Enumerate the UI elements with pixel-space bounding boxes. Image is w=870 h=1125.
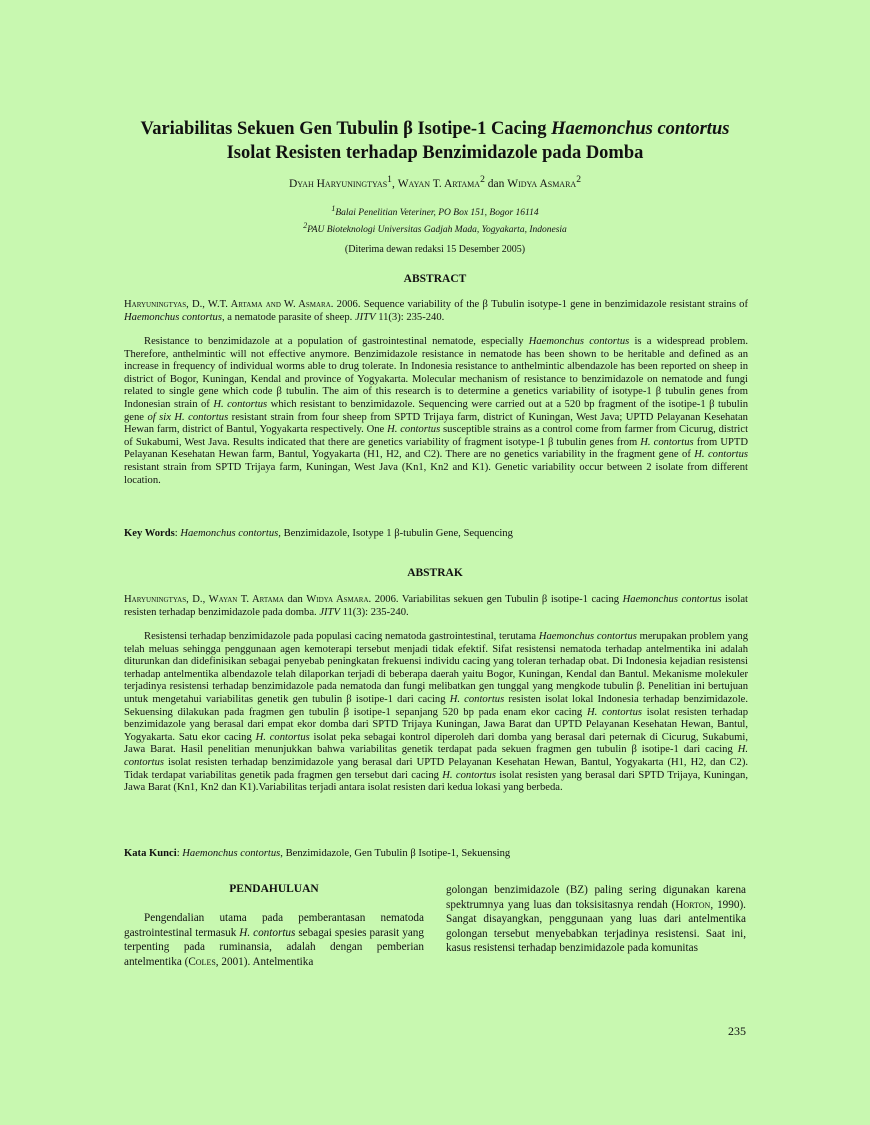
kata-kunci-label: Kata Kunci <box>124 848 177 859</box>
keywords-species: Haemonchus contortus <box>180 528 279 539</box>
abstract-text: is a widespread problem. Therefore, anthelmintic will not effective anymore. Benzimidazole resistance in nematode has been shown to be heritable and defined as an increase in frequency of individual worms able to drug tolerate. In Indonesia resistance to anthelmintic albendazole has been reported on sheep in district of Bogor, Kuningan, Kendal and province of Yogyakarta. Molecular mechanism of resistance to benzimidazole on nematode and fungi related to single gene which code β tubulin. The aim of this research is to determine a genetics variability of isotype-1 β tubulin genes from Indonesian strain of <box>124 336 749 410</box>
citation-author: Horton <box>675 898 711 911</box>
abstrak-text: isolat resisten yang berasal dari SPTD Trijaya, Kuningan, Jawa Barat (Kn1, Kn2 dan K1).Variabilitas terjadi antara isolat resisten dari kedua lokasi yang berbeda. <box>124 769 748 794</box>
abstract-citation-text3: 11(3): 235-240. <box>375 311 445 323</box>
intro-heading: PENDAHULUAN <box>229 883 319 895</box>
abstract-body <box>124 336 748 487</box>
abstrak-citation-text: . 2006. Variabilitas sekuen gen Tubulin β isotipe-1 cacing <box>368 594 623 605</box>
intro-right-column <box>446 883 746 956</box>
abstract-text: Resistance to benzimidazole at a population of gastrointestinal nematode, especially <box>144 336 529 347</box>
abstrak-text: isolat resisten terhadap benzimidazole yang berasal dari empat ekor domba dari SPTD Trijaya Kuningan, Jawa Barat dan UPTD Pelayanan Kesehatan Hewan, Bantul, Yogyakarta. Satu ekor cacing <box>124 706 748 743</box>
abstract-text: resistant strain from SPTD Trijaya farm, Kuningan, West Java (Kn1, Kn2 and K1). Genetic variability occur between 2 isolate from different location. <box>124 461 748 486</box>
kata-kunci-rest: , Benzimidazole, Gen Tubulin β Isotipe-1, Sekuensing <box>280 848 511 859</box>
title-line2: Isolat Resisten terhadap Benzimidazole pada Domba <box>226 143 644 163</box>
abstrak-citation <box>124 594 748 619</box>
author-1-sup: 1 <box>387 174 392 185</box>
species-name: H. contortus <box>694 449 748 461</box>
abstract-text: which resistant to benzimidazole. Sequencing were carried out at a 520 bp fragment of the isotipe-1 β tubulin gene <box>124 398 748 423</box>
species-name: H. contortus <box>255 731 310 743</box>
abstract-text: from UPTD Pelayanan Kesehatan Hewan farm, Bantul, Yogyakarta (H1, H2, and C2). There are no genetics variability in the fragment gene of <box>124 436 748 461</box>
abstrak-citation-text3: 11(3): 235-240. <box>339 606 409 618</box>
abstract-citation <box>124 299 748 324</box>
received-date: (Diterima dewan redaksi 15 Desember 2005) <box>344 244 526 255</box>
abstrak-citation-and: dan <box>283 594 307 605</box>
keywords-label: Key Words <box>124 528 175 539</box>
abstrak-text: merupakan problem yang telah meluas sehingga penggunaan agen kemoterapi tersebut menjadi tidak efektif. Sifat resistensi nematoda terhadap antelmentika ini adalah diturunkan dan didefinisikan sebagai penyebab peningkatan frekuensi individu cacing yang toleran terhadap obat. Di Indonesia kejadian resistensi terhadap antelmentika albendazole telah dilaporkan terjadi di beberapa daerah yaitu Bogor, Kuningan, Kendal dan Bantul. Mekanisme molekuler terjadinya resistensi terhadap benzimidazole pada nematoda dan fungi melibatkan gen tunggal yang mengkode tubulin β. Penelitian ini bertujuan untuk mengetahui variabilitas genetik gen tubulin β isotipe-1 dari cacing <box>124 631 749 705</box>
species-name: H. contortus <box>387 424 441 436</box>
species-name: H. contortus <box>640 436 694 448</box>
intro-text: Pengendalian utama pada pemberantasan nematoda gastrointestinal termasuk <box>124 912 424 939</box>
abstrak-citation-species: Haemonchus contortus <box>622 594 722 605</box>
intro-left-column <box>124 911 424 969</box>
author-2: Wayan T. Artama <box>397 177 481 190</box>
abstract-keywords: Key Words: Haemonchus contortus, Benzimidazole, Isotype 1 β-tubulin Gene, Sequencing <box>124 528 513 539</box>
abstrak-citation-authors: Haryuningtyas, D., Wayan T. Artama <box>124 594 284 605</box>
affiliation-1: Balai Penelitian Veteriner, PO Box 151, Bogor 16114 <box>335 208 539 219</box>
species-name: H. contortus <box>449 693 505 705</box>
species-name: of six H. contortus <box>147 411 229 423</box>
author-1: Dyah Haryuningtyas <box>288 177 388 190</box>
species-name: H. contortus <box>124 744 748 768</box>
abstrak-keywords: Kata Kunci: Haemonchus contortus, Benzimidazole, Gen Tubulin β Isotipe-1, Sekuensing <box>124 848 511 859</box>
author-3: Widya Asmara <box>507 177 577 190</box>
abstract-citation-species: Haemonchus contortus <box>124 311 222 323</box>
intro-text: golongan benzimidazole (BZ) paling sering digunakan karena spektrumnya yang luas dan toksisitasnya rendah ( <box>446 884 746 911</box>
abstrak-text: isolat resisten terhadap benzimidazole yang berasal dari UPTD Pelayanan Kesehatan Hewan, Bantul, Yogyakarta (H1, H2, dan C2). Tidak terdapat variabilitas genetik pada fragmen gen tersebut dari cacing <box>124 756 748 781</box>
species-name: H. contortus <box>586 706 643 718</box>
intro-text: , 2001). Antelmentika <box>215 955 314 968</box>
species-name: Haemonchus contortus <box>528 336 630 347</box>
abstrak-citation-journal: JITV <box>319 606 340 618</box>
species-name: Haemonchus contortus <box>538 631 637 642</box>
species-name: H. contortus <box>239 926 296 939</box>
species-name: H. contortus <box>442 769 496 781</box>
abstrak-text: resisten isolat lokal Indonesia terhadap benzimidazole. Sekuensing dilakukan pada fragmen gen tubulin β isotipe-1 sepanjang 520 bp pada enam ekor cacing <box>124 693 748 718</box>
abstrak-heading: ABSTRAK <box>407 567 463 579</box>
abstrak-body <box>124 631 748 795</box>
title-species: Haemonchus contortus <box>551 119 730 139</box>
abstract-citation-text2: , a nematode parasite of sheep. <box>221 311 355 323</box>
affiliations <box>60 203 810 236</box>
abstract-citation-authors: Haryuningtyas, D., W.T. Artama and W. Asmara <box>124 299 331 310</box>
author-3-sup: 2 <box>576 174 581 185</box>
intro-text: sebagai spesies parasit yang terpenting pada ruminansia, adalah dengan pemberian antelmentika ( <box>124 926 424 968</box>
abstrak-citation-author3: Widya Asmara <box>306 594 369 605</box>
abstract-text: susceptible strains as a control come from farmer from Cicurug, district of Sukabumi, West Java. Results indicated that there are genetics variability of fragment isotype-1 β tubulin genes from <box>124 424 749 448</box>
abstract-citation-journal: JITV <box>354 311 376 323</box>
paper-title <box>60 117 810 165</box>
title-line1-prefix: Variabilitas Sekuen Gen Tubulin β Isotipe-1 Cacing <box>140 119 552 139</box>
abstrak-citation-text2: isolat resisten terhadap benzimidazole pada domba. <box>124 594 748 618</box>
intro-text: , 1990). Sangat disayangkan, penggunaan yang luas dari antelmentika golongan tersebut menyebabkan terjadinya resistensi. Saat ini, kasus resistensi terhadap benzimidazole pada komunitas <box>446 898 746 954</box>
abstract-text: resistant strain from four sheep from SPTD Trijaya farm, district of Kuningan, West Java; UPTD Pelayanan Kesehatan Hewan farm, district of Bantul, Yogyakarta respectively. One <box>124 411 748 436</box>
page-number: 235 <box>728 1024 746 1038</box>
author-2-sup: 2 <box>480 174 485 185</box>
keywords-rest: , Benzimidazole, Isotype 1 β-tubulin Gene, Sequencing <box>278 528 513 539</box>
abstrak-text: isolat peka sebagai kontrol diperoleh dari domba yang berasal dari peternak di Cicurug, Sukabumi, Jawa Barat. Hasil penelitian menunjukkan bahwa variabilitas genetik terdapat pada sekuen fragmen gen tubulin β isotipe-1 dari cacing <box>124 731 748 756</box>
citation-author: Coles <box>188 955 216 968</box>
abstract-heading: ABSTRACT <box>403 273 467 285</box>
species-name: H. contortus <box>213 398 268 410</box>
abstrak-text: Resistensi terhadap benzimidazole pada populasi cacing nematoda gastrointestinal, terutama <box>144 631 539 642</box>
affiliation-1-sup: 1 <box>331 204 336 213</box>
kata-kunci-species: Haemonchus contortus <box>182 848 281 859</box>
affiliation-2: PAU Bioteknologi Universitas Gadjah Mada, Yogyakarta, Indonesia <box>307 224 567 235</box>
author-list: Dyah Haryuningtyas$^1$, Wayan T. Artama$^2$ dan Widya Asmara$^2$ <box>288 174 581 190</box>
abstract-citation-text: . 2006. Sequence variability of the β Tubulin isotype-1 gene in benzimidazole resistant strains of <box>330 299 748 310</box>
affiliation-2-sup: 2 <box>303 220 308 230</box>
author-and: dan <box>487 177 505 190</box>
